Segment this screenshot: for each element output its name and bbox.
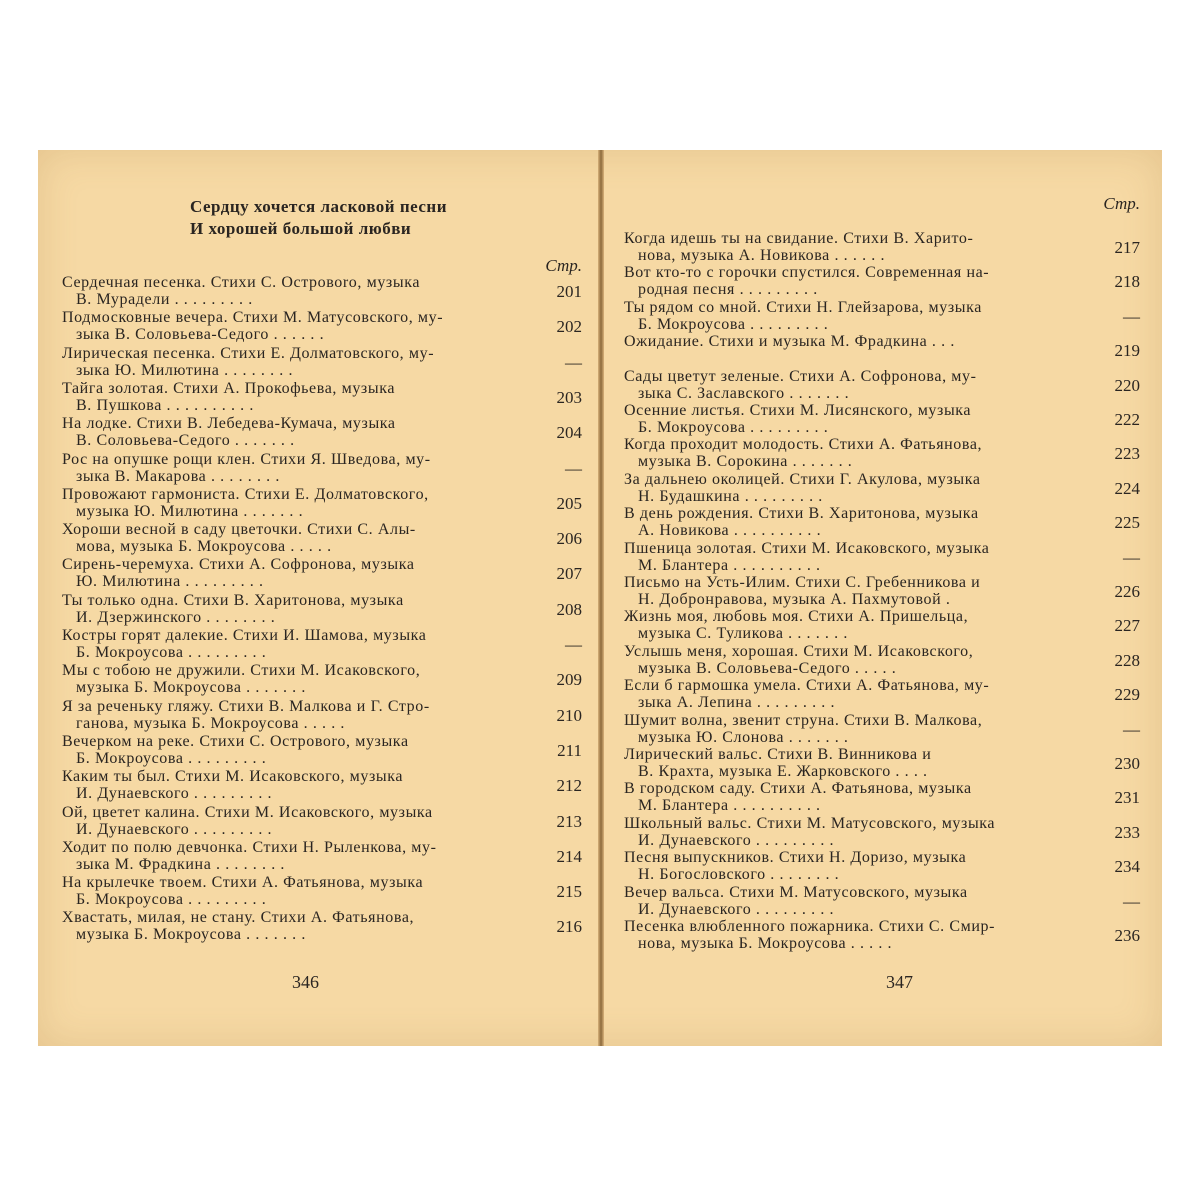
toc-entry-title: В день рождения. Стихи В. Харитонова, музыка xyxy=(624,505,979,523)
toc-entry-title: Подмосковные вечера. Стихи М. Матусовского, му- xyxy=(62,309,444,327)
toc-entry xyxy=(624,264,1140,300)
toc-entry-title: Ходит по полю девчонка. Стихи Н. Рыленкова, му- xyxy=(62,838,437,856)
toc-entry-page: 224 xyxy=(1114,478,1140,498)
page-number: 346 xyxy=(292,972,319,992)
toc-entry-page: 207 xyxy=(556,564,582,584)
section-title-line-1: Сердцу хочется ласковой песни xyxy=(190,197,448,216)
toc-entry-page: 230 xyxy=(1114,754,1140,773)
toc-entry-title: За дальнею околицей. Стихи Г. Акулова, музыка xyxy=(624,470,981,488)
toc-entry-page: 217 xyxy=(1114,238,1140,257)
toc-entry-credits: В. Мурадели . . . . . . . . . xyxy=(76,291,253,308)
toc-entry-page: 223 xyxy=(1114,444,1140,464)
toc-entry-credits: зыка А. Лепина . . . . . . . . . xyxy=(638,694,836,712)
toc-entry-credits: музыка Б. Мокроусова . . . . . . . xyxy=(76,679,306,697)
toc-entry-page: 229 xyxy=(1114,685,1140,705)
toc-entry xyxy=(62,839,582,875)
toc-entry-title: Осенние листья. Стихи М. Лисянского, музыка xyxy=(624,402,972,419)
toc-entry-page: — xyxy=(1123,719,1140,739)
toc-entry-title: Лирическая песенка. Стихи Е. Долматовского, му- xyxy=(62,344,435,362)
toc-entry-page: 213 xyxy=(556,811,582,831)
toc-entry-page: 204 xyxy=(556,423,582,443)
toc-entry-page: — xyxy=(565,635,582,654)
toc-entry xyxy=(62,309,582,345)
toc-entry xyxy=(62,592,582,628)
toc-entry xyxy=(624,402,1140,438)
toc-entry-title: Хороши весной в саду цветочки. Стихи С. Алы- xyxy=(62,521,416,539)
toc-entry-page: 236 xyxy=(1114,926,1140,945)
toc-entry xyxy=(62,486,582,522)
toc-entry-title: Я за реченьку гляжу. Стихи В. Малкова и Г. Стро- xyxy=(62,697,430,715)
toc-entry xyxy=(62,909,582,945)
toc-entry-page: 222 xyxy=(1114,410,1140,429)
toc-entry-title: Пшеница золотая. Стихи М. Исаковского, музыка xyxy=(624,539,990,557)
toc-entry xyxy=(624,230,1140,266)
toc-entry xyxy=(62,662,582,698)
toc-entry-credits: зыка В. Макарова . . . . . . . . xyxy=(76,467,280,485)
toc-entry-page: 226 xyxy=(1114,582,1140,601)
toc-entry-title: Услышь меня, хорошая. Стихи М. Исаковского, xyxy=(624,642,974,660)
toc-entry xyxy=(624,643,1140,679)
toc-entry xyxy=(624,333,1140,369)
toc-entry xyxy=(624,368,1140,404)
toc-entry xyxy=(624,436,1140,472)
toc-entry-credits: мова, музыка Б. Мокроусова . . . . . xyxy=(76,538,332,556)
toc-entry-credits: В. Крахта, музыка Е. Жарковского . . . . xyxy=(638,763,928,780)
toc-entry-title: Лирический вальс. Стихи В. Винникова и xyxy=(624,746,932,763)
toc-entry-title: Если б гармошка умела. Стихи А. Фатьянова, му- xyxy=(624,677,990,695)
toc-entry-title: Хвастать, милая, не стану. Стихи А. Фатьянова, xyxy=(62,909,415,927)
toc-entry-title: Песня выпускников. Стихи Н. Доризо, музыка xyxy=(624,849,967,867)
toc-entry-page: 212 xyxy=(556,776,582,796)
toc-entry xyxy=(62,556,582,592)
toc-entry-credits: И. Дунаевского . . . . . . . . . xyxy=(638,900,835,918)
section-title-line-2: И хорошей большой любви xyxy=(190,219,412,238)
toc-entry-title: Мы с тобою не дружили. Стихи М. Исаковского, xyxy=(62,662,421,680)
toc-entry-page: 211 xyxy=(557,740,582,760)
toc-entry-page: 215 xyxy=(556,882,582,902)
toc-entry-title: Костры горят далекие. Стихи И. Шамова, музыка xyxy=(62,627,427,644)
toc-entry xyxy=(624,746,1140,782)
toc-entry-title: Сирень-черемуха. Стихи А. Софронова, музыка xyxy=(62,556,415,574)
toc-entry-credits: Б. Мокроусова . . . . . . . . . xyxy=(638,419,829,436)
toc-entry-credits: зыка Ю. Милютина . . . . . . . . xyxy=(76,361,294,379)
toc-entry-title: Песенка влюбленного пожарника. Стихи С. Смир- xyxy=(624,918,996,935)
toc-entry xyxy=(624,299,1140,335)
toc-entry xyxy=(624,712,1140,748)
toc-entry xyxy=(624,815,1140,851)
page-number: 347 xyxy=(886,972,913,992)
toc-entry xyxy=(62,451,582,487)
left-page xyxy=(62,150,582,1046)
toc-entry-page: 203 xyxy=(556,387,582,407)
toc-entry-title: Каким ты был. Стихи М. Исаковского, музыка xyxy=(62,768,404,786)
toc-entry xyxy=(62,415,582,451)
toc-entry-title: Вот кто-то с горочки спустился. Современная на- xyxy=(624,264,990,282)
toc-entry xyxy=(624,574,1140,610)
toc-entry-credits: Н. Добронравова, музыка А. Пахмутовой . xyxy=(638,591,951,608)
toc-entry xyxy=(62,804,582,840)
toc-entry-title: Вечерком на реке. Стихи С. Островоrо, музыка xyxy=(62,732,409,750)
toc-entry-page: 234 xyxy=(1114,857,1140,877)
toc-entry-page: — xyxy=(1123,547,1140,567)
toc-entry-credits: В. Соловьева-Седого . . . . . . . xyxy=(76,432,295,450)
toc-entry xyxy=(624,540,1140,576)
toc-entry-page: — xyxy=(1123,891,1140,911)
toc-entry xyxy=(624,780,1140,816)
toc-entry-credits: нова, музыка А. Новикова . . . . . . xyxy=(638,247,886,264)
toc-entry-credits: М. Блантера . . . . . . . . . . xyxy=(638,556,821,574)
toc-entry-credits: Н. Богословского . . . . . . . . xyxy=(638,866,840,884)
toc-entry-page: 231 xyxy=(1114,788,1140,808)
toc-entry-page: — xyxy=(565,458,582,478)
toc-entry-title: Сады цветут зеленые. Стихи А. Софронова, му- xyxy=(624,367,977,385)
toc-entry-page: 228 xyxy=(1114,650,1140,670)
toc-entry-credits: Ю. Милютина . . . . . . . . . xyxy=(76,573,264,591)
toc-entry-page: 220 xyxy=(1114,375,1140,395)
book-gutter xyxy=(598,150,604,1046)
toc-entry-title: На лодке. Стихи В. Лебедева-Кумача, музыка xyxy=(62,415,396,433)
toc-entry-title: Ты только одна. Стихи В. Харитонова, музыка xyxy=(62,591,404,609)
toc-entry-credits: В. Пушкова . . . . . . . . . . xyxy=(76,396,254,414)
toc-entry xyxy=(62,733,582,769)
toc-entry-title: Школьный вальс. Стихи М. Матусовского, музыка xyxy=(624,814,996,832)
toc-entry xyxy=(62,874,582,910)
toc-entry-title: Когда идешь ты на свидание. Стихи В. Харито- xyxy=(624,230,974,247)
toc-entry-title: Ты рядом со мной. Стихи Н. Глейзарова, музыка xyxy=(624,298,982,316)
toc-entry-page: 227 xyxy=(1114,616,1140,636)
toc-entry-credits: нова, музыка Б. Мокроусова . . . . . xyxy=(638,935,893,952)
toc-entry-credits: И. Дунаевского . . . . . . . . . xyxy=(76,820,273,838)
toc-entry-credits: родная песня . . . . . . . . . xyxy=(638,281,818,299)
book-spread xyxy=(38,150,1162,1046)
toc-entry-credits: музыка Ю. Милютина . . . . . . . xyxy=(76,502,304,520)
toc-entry xyxy=(62,380,582,416)
toc-entry-title: Провожают гармониста. Стихи Е. Долматовского, xyxy=(62,485,429,503)
toc-entry xyxy=(624,677,1140,713)
toc-entry-credits: Б. Мокроусова . . . . . . . . . xyxy=(76,644,267,661)
toc-entry-page: 201 xyxy=(556,282,582,301)
toc-entry-credits: зыка С. Заславского . . . . . . . xyxy=(638,384,850,402)
toc-entry-title: Письмо на Усть-Илим. Стихи С. Гребенникова и xyxy=(624,574,981,591)
page-column-label: Стр. xyxy=(1103,194,1140,213)
toc-entry xyxy=(62,627,582,663)
toc-entry xyxy=(62,698,582,734)
toc-entry-page: 205 xyxy=(556,493,582,513)
toc-entry-page: 218 xyxy=(1114,272,1140,292)
toc-entry xyxy=(62,274,582,310)
toc-entry-page: 206 xyxy=(556,529,582,549)
toc-entry-credits: И. Дунаевского . . . . . . . . . xyxy=(638,831,835,849)
toc-entry-credits: зыка М. Фрадкина . . . . . . . . xyxy=(76,855,286,873)
toc-entry xyxy=(624,918,1140,954)
toc-entry-credits: Н. Будашкина . . . . . . . . . xyxy=(638,487,823,505)
toc-entry-page: 225 xyxy=(1114,513,1140,533)
toc-entry-page: 208 xyxy=(556,599,582,619)
toc-entry-title: Тайга золотая. Стихи А. Прокофьева, музыка xyxy=(62,379,396,397)
toc-entry-page: — xyxy=(565,352,582,372)
toc-entry xyxy=(624,849,1140,885)
toc-entry-title: Жизнь моя, любовь моя. Стихи А. Пришельца, xyxy=(624,608,969,626)
toc-entry xyxy=(624,608,1140,644)
toc-entry-page: 216 xyxy=(556,917,582,937)
toc-entry-credits: М. Блантера . . . . . . . . . . xyxy=(638,797,821,815)
toc-entry-credits: музыка Ю. Слонова . . . . . . . xyxy=(638,728,849,746)
toc-entry-credits: музыка В. Сорокина . . . . . . . xyxy=(638,453,853,471)
toc-entry-title: Рос на опушке рощи клен. Стихи Я. Шведова, му- xyxy=(62,450,431,468)
toc-entry-credits: зыка В. Соловьева-Седого . . . . . . xyxy=(76,326,325,344)
toc-entry-page: 214 xyxy=(556,846,582,866)
toc-entry-credits: ганова, музыка Б. Мокроусова . . . . . xyxy=(76,714,346,732)
toc-entry-credits: музыка Б. Мокроусова . . . . . . . xyxy=(76,926,306,944)
toc-entry-credits: Б. Мокроусова . . . . . . . . . xyxy=(76,891,267,909)
toc-entry-title: Вечер вальса. Стихи М. Матусовского, музыка xyxy=(624,883,968,901)
toc-entry-page: 202 xyxy=(556,317,582,337)
right-page xyxy=(624,150,1140,1046)
toc-entry xyxy=(624,884,1140,920)
toc-entry-page: 233 xyxy=(1114,822,1140,842)
toc-entry-credits: музыка С. Туликова . . . . . . . xyxy=(638,625,848,643)
toc-entry-title: В городском саду. Стихи А. Фатьянова, музыка xyxy=(624,780,972,798)
toc-entry-title: Шумит волна, звенит струна. Стихи В. Малкова, xyxy=(624,711,983,729)
toc-entry-title: Сердечная песенка. Стихи С. Островоrо, музыка xyxy=(62,274,421,291)
toc-entry xyxy=(62,345,582,381)
toc-entry-credits: И. Дунаевского . . . . . . . . . xyxy=(76,785,273,803)
toc-entry-credits: Б. Мокроусова . . . . . . . . . xyxy=(638,315,829,333)
toc-entry-page: 210 xyxy=(556,705,582,725)
toc-entry-credits: А. Новикова . . . . . . . . . . xyxy=(638,522,822,540)
toc-entry-credits: музыка В. Соловьева-Седого . . . . . xyxy=(638,659,897,677)
toc-entry-title: Ой, цветет калина. Стихи М. Исаковского, музыка xyxy=(62,803,433,821)
toc-entry-title: Ожидание. Стихи и музыка М. Фрадкина . . . xyxy=(624,333,955,351)
toc-entry-credits: Б. Мокроусова . . . . . . . . . xyxy=(76,749,267,767)
toc-entry-title: Когда проходит молодость. Стихи А. Фатьянова, xyxy=(624,436,983,454)
toc-entry xyxy=(624,471,1140,507)
page-column-label: Стр. xyxy=(545,256,582,275)
toc-entry-page: 219 xyxy=(1114,341,1140,361)
toc-entry-page: 209 xyxy=(556,670,582,690)
toc-entry xyxy=(62,521,582,557)
toc-entry xyxy=(624,505,1140,541)
toc-entry-credits: И. Дзержинского . . . . . . . . xyxy=(76,608,276,626)
toc-entry xyxy=(62,768,582,804)
toc-entry-title: На крылечке твоем. Стихи А. Фатьянова, музыка xyxy=(62,874,424,892)
toc-entry-page: — xyxy=(1123,306,1140,326)
